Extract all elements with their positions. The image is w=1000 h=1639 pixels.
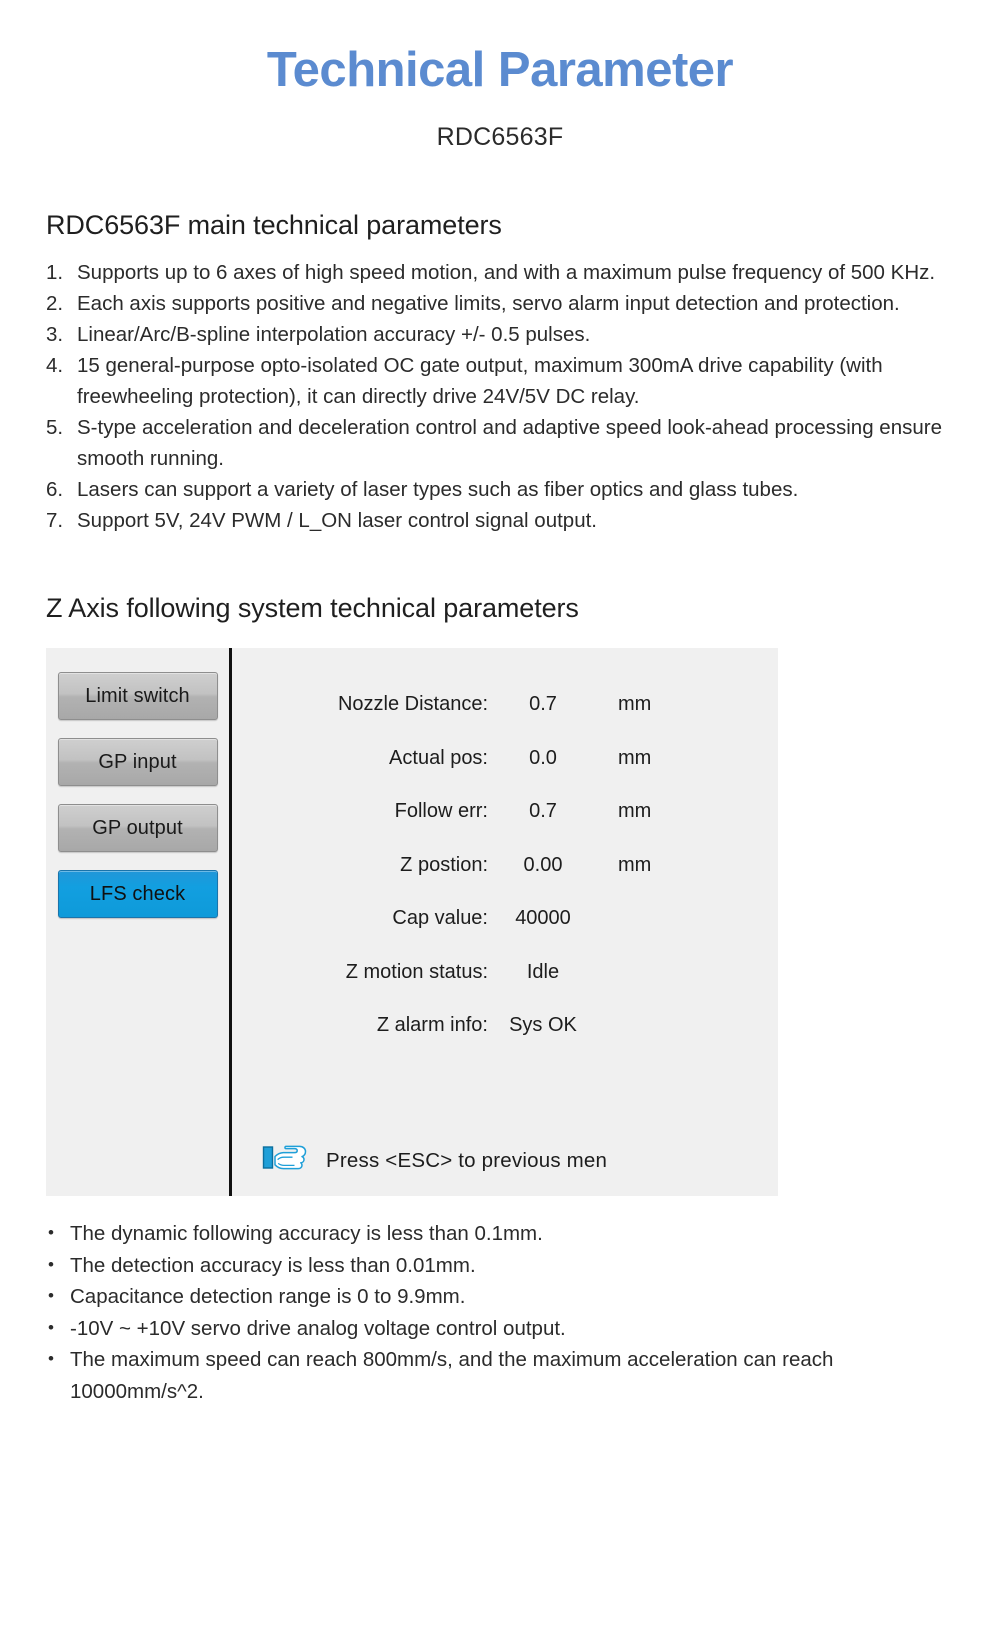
list-item: Supports up to 6 axes of high speed motion, and with a maximum pulse frequency of 500 KHz. bbox=[77, 261, 936, 285]
list-item: S-type acceleration and deceleration control and adaptive speed look-ahead processing ensure smooth running. bbox=[77, 416, 942, 471]
list-item: Lasers can support a variety of laser types such as fiber optics and glass tubes. bbox=[77, 478, 799, 502]
readout-value: Sys OK bbox=[509, 1014, 577, 1037]
readout-unit: mm bbox=[618, 693, 652, 716]
gp-input-button[interactable] bbox=[58, 738, 218, 786]
readout-value: 0.00 bbox=[523, 853, 563, 876]
readout-label: Z motion status: bbox=[345, 960, 488, 983]
list-item: • The detection accuracy is less than 0.01mm. bbox=[48, 1250, 970, 1282]
button-label: Limit switch bbox=[85, 684, 190, 707]
gp-output-button[interactable] bbox=[58, 804, 218, 852]
readout-label: Z postion: bbox=[400, 853, 488, 876]
readout-value: 40000 bbox=[515, 907, 571, 930]
readout-label: Actual pos: bbox=[389, 746, 488, 769]
list-item: • Capacitance detection range is 0 to 9.9mm. bbox=[48, 1281, 970, 1313]
button-label: LFS check bbox=[89, 882, 186, 905]
readout-label: Cap value: bbox=[392, 907, 488, 930]
list-item: • The maximum speed can reach 800mm/s, and the maximum acceleration can reach 10000mm/s^2. bbox=[48, 1344, 970, 1407]
readout-value: Idle bbox=[526, 960, 560, 983]
list-item: Each axis supports positive and negative limits, servo alarm input detection and protection. bbox=[77, 292, 900, 316]
list-item: • -10V ~ +10V servo drive analog voltage control output. bbox=[48, 1313, 970, 1345]
list-item: • The dynamic following accuracy is less than 0.1mm. bbox=[48, 1218, 970, 1250]
readout-value: 0.0 bbox=[529, 746, 557, 769]
z-axis-spec-bullets bbox=[0, 1218, 1000, 1407]
readout-value: 0.7 bbox=[529, 800, 557, 823]
readout-label: Z alarm info: bbox=[376, 1014, 488, 1037]
z-axis-controller-screen bbox=[46, 648, 778, 1196]
lfs-check-button[interactable] bbox=[58, 870, 218, 918]
button-label: GP output bbox=[92, 816, 183, 839]
esc-hint-row bbox=[262, 1143, 607, 1178]
section-heading-z-axis: Z Axis following system technical parameters bbox=[46, 593, 579, 624]
readout-unit: mm bbox=[618, 746, 652, 769]
main-parameters-list bbox=[0, 257, 1000, 536]
list-item: Linear/Arc/B-spline interpolation accuracy +/- 0.5 pulses. bbox=[77, 323, 591, 347]
readout-label: Nozzle Distance: bbox=[337, 693, 488, 716]
list-item: Support 5V, 24V PWM / L_ON laser control signal output. bbox=[77, 509, 597, 533]
esc-hint-label: Press <ESC> to previous men bbox=[326, 1148, 608, 1172]
z-axis-readout-table bbox=[250, 678, 778, 1053]
button-label: GP input bbox=[98, 750, 177, 773]
readout-value: 0.7 bbox=[529, 693, 557, 716]
page-title: Technical Parameter bbox=[266, 43, 734, 97]
pointing-hand-icon bbox=[262, 1143, 308, 1178]
panel-button-column bbox=[46, 648, 232, 1196]
readout-label: Follow err: bbox=[394, 800, 488, 823]
page-subtitle: RDC6563F bbox=[436, 123, 564, 152]
section-heading-main-parameters: RDC6563F main technical parameters bbox=[46, 210, 502, 241]
limit-switch-button[interactable] bbox=[58, 672, 218, 720]
readout-unit: mm bbox=[618, 853, 652, 876]
list-item: 15 general-purpose opto-isolated OC gate output, maximum 300mA drive capability (with freewheeling protection), it can directly drive 24V/5V DC relay. bbox=[77, 354, 883, 409]
panel-readout-column bbox=[232, 648, 778, 1196]
readout-unit: mm bbox=[618, 800, 652, 823]
